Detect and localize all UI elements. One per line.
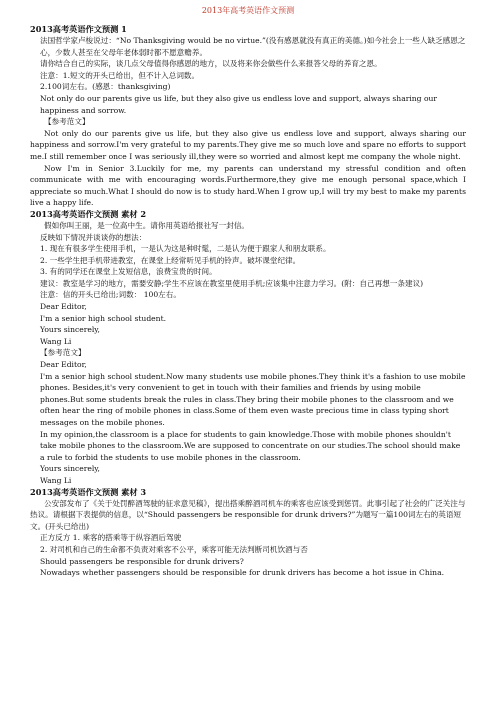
letter-line: Dear Editor, bbox=[40, 302, 87, 312]
paragraph: 注意：信的开头已给出;词数： 100左右。 bbox=[40, 290, 181, 300]
paragraph: Not only do our parents give us life, but they also give us endless love and support, always sharing our happiness and sorrow. bbox=[40, 93, 438, 115]
list-item: 1. 现在有很多学生使用手机，一是认为这是种时髦，二是认为便于跟家人和朋友联系。 bbox=[40, 244, 331, 254]
reference-essay-label: 【参考范文】 bbox=[44, 117, 90, 127]
paragraph: 反映如下情况并谈谈你的想法： bbox=[40, 232, 147, 242]
letter-line: Wang Li bbox=[40, 336, 72, 346]
paragraph: Not only do our parents give us life, but they also give us endless love and support, always sharing our happiness and sorrow.I'm very grateful to my parents.They give me so much love and spare no efforts to support me.I still remember once I was seriously ill,they were so worried and almost kept me company the whole night. bbox=[30, 128, 466, 161]
paragraph: 正方反方 1. 乘客的搭乘等于纵容酒后驾驶 bbox=[40, 533, 182, 543]
page-header-title: 2013年高考英语作文预测 bbox=[201, 6, 295, 15]
section-2 bbox=[30, 209, 466, 487]
reference-essay-label: 【参考范文】 bbox=[40, 348, 86, 358]
paragraph: 请你结合自己的实际，谈几点父母值得你感恩的地方，以及将来你会做些什么来报答父母的养育之恩。 bbox=[40, 59, 382, 69]
paragraph: In my opinion,the classroom is a place for students to gain knowledge.Those with mobile phones shouldn't take mobile phones to the classroom.We are supposed to concentrate on our studies.The school should make a rule to forbid the students to use mobile phones in the classroom. bbox=[40, 429, 461, 462]
paragraph: 假如你叫王丽，是一位高中生。请你用英语给报社写一封信。 bbox=[44, 220, 250, 230]
paragraph: Now I'm in Senior 3.Luckily for me, my parents can understand my stressful condition and often communicate with me with encouraging words.Furthermore,they give me enough personal space,which I appreciate so much.What I should do now is to study hard.When I grow up,I will try my best to make my parents live a happy life. bbox=[30, 163, 466, 208]
letter-line: Wang Li bbox=[40, 475, 72, 485]
paragraph: 公安部发布了《关于处罚醉酒驾驶的征求意见稿》，提出搭乘醉酒司机车的乘客也应该受到惩罚。此事引起了社会的广泛关注与热议。请根据下表提供的信息，以“Should passengers be responsible for drunk drivers?”为题写一篇100词左右的英语短文。(开头已给出) bbox=[30, 498, 466, 531]
letter-line: I'm a senior high school student. bbox=[40, 313, 167, 323]
letter-line: Yours sincerely, bbox=[40, 464, 100, 474]
paragraph: I'm a senior high school student.Now many students use mobile phones.They think it's a fashion to use mobile phones. Besides,it's very convenient to get in touch with their families and friends by using mobile phones.But some students break the rules in class.They bring their mobile phones to the classroom and we often hear the ring of mobile phones in class.Some of them even waste precious time in class typing short messages on the mobile phones. bbox=[40, 371, 466, 427]
list-item: 3. 有的同学还在课堂上发短信息，浪费宝贵的时间。 bbox=[40, 267, 217, 277]
letter-line: Yours sincerely, bbox=[40, 325, 100, 335]
section-3 bbox=[30, 487, 466, 579]
paragraph: 2.100词左右。(感恩：thanksgiving) bbox=[40, 82, 171, 92]
paragraph: 2. 对司机和自己的生命都不负责对乘客不公平，乘客可能无法判断司机饮酒与否 bbox=[40, 544, 308, 554]
paragraph: 法国哲学家卢梭说过：“No Thanksgiving would be no virtue.”(没有感恩就没有真正的美德。)如今社会上一些人缺乏感恩之心，少数人甚至在父母年老体弱时都不愿意赡养。 bbox=[40, 36, 466, 57]
section-title: 2013高考英语作文预测 素材 2 bbox=[30, 208, 147, 219]
essay-title-line: Should passengers be responsible for drunk drivers? bbox=[40, 556, 244, 566]
paragraph: Nowadays whether passengers should be responsible for drunk drivers has become a hot issue in China. bbox=[40, 568, 445, 578]
section-title: 2013高考英语作文预测 1 bbox=[30, 24, 127, 34]
section-title: 2013高考英语作文预测 素材 3 bbox=[30, 486, 147, 497]
paragraph: 注意：1.短文的开头已给出，但不计入总词数。 bbox=[40, 70, 200, 80]
letter-line: Dear Editor, bbox=[40, 360, 87, 370]
list-item: 2. 一些学生把手机带进教室，在课堂上经常听见手机的铃声。破坏课堂纪律。 bbox=[40, 255, 301, 265]
section-1 bbox=[30, 24, 466, 209]
paragraph: 建议：教室是学习的地方，需要安静;学生不应该在教室里使用手机;应该集中注意力学习。(附：自己再想一条建议) bbox=[40, 278, 424, 288]
